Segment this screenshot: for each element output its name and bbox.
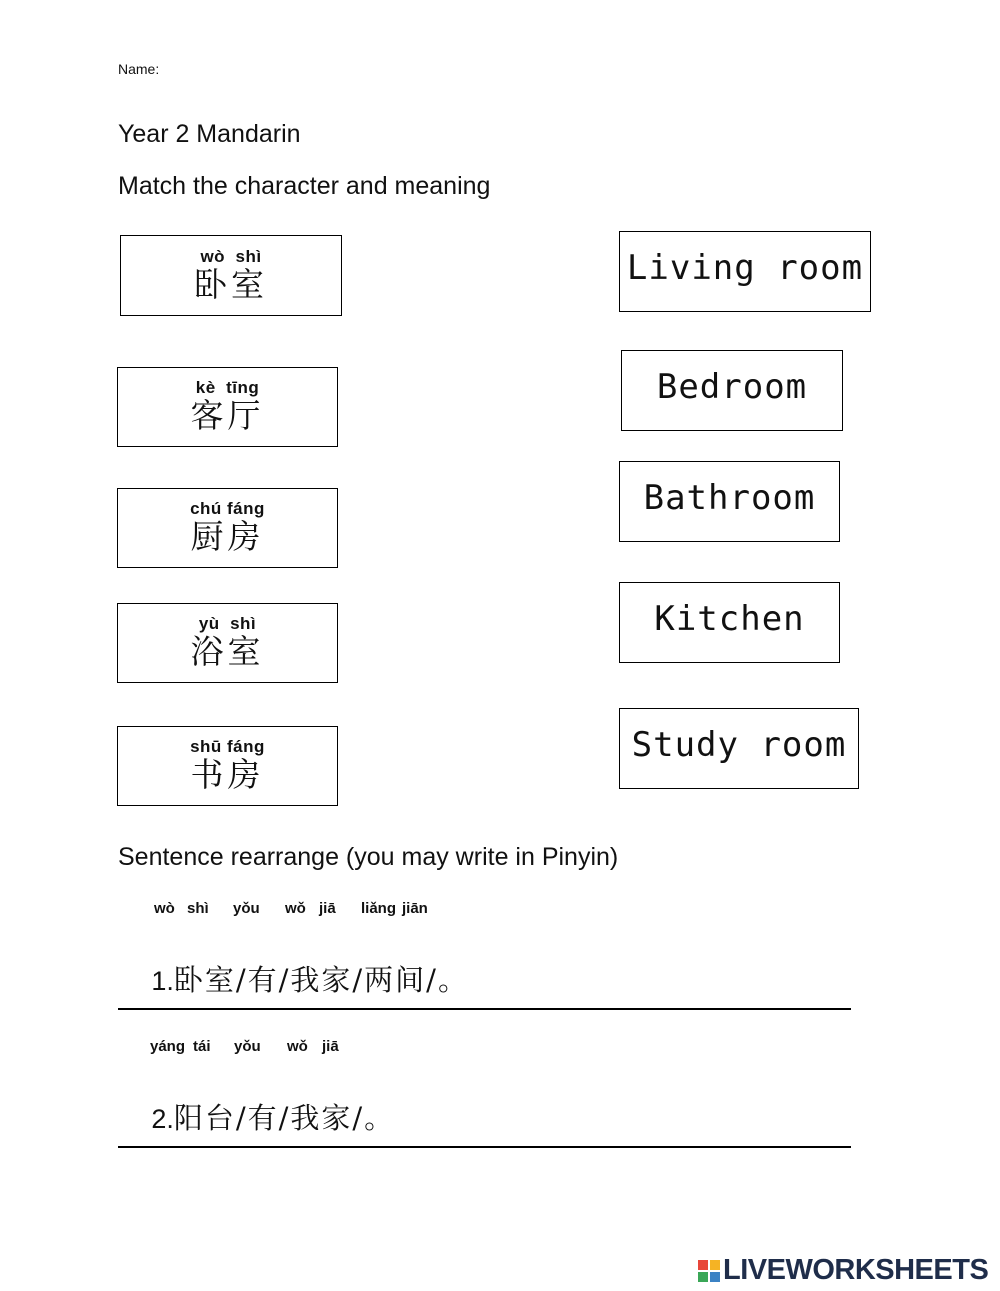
sentence-1: [118, 900, 469, 1041]
character-box-shufang[interactable]: [117, 726, 338, 806]
pinyin-syllable: yǒu: [234, 1038, 261, 1055]
logo-block: [710, 1260, 720, 1270]
pinyin-label: shū fáng: [190, 737, 265, 756]
hanzi-label: 厨房: [190, 517, 265, 556]
pinyin-syllable: wǒ: [285, 900, 306, 917]
logo-block: [710, 1272, 720, 1282]
pinyin-syllable: jiā: [322, 1038, 339, 1055]
answer-line-2[interactable]: [118, 1146, 851, 1148]
pinyin-syllable: shì: [187, 900, 209, 917]
hanzi-label: 卧室: [194, 264, 268, 304]
meaning-box-living-room[interactable]: [619, 231, 871, 312]
sentence-text: 卧室/有/我家/两间/。: [173, 963, 469, 997]
pinyin-syllable: liǎng: [361, 900, 397, 917]
pinyin-syllable: yǒu: [233, 900, 260, 917]
meaning-label: Living room: [626, 247, 864, 288]
pinyin-label: kè tīng: [195, 378, 260, 397]
pinyin-syllable: wò: [154, 900, 175, 917]
meaning-label: Bedroom: [656, 366, 808, 407]
pinyin-row: [118, 900, 469, 920]
pinyin-syllable: jiān: [402, 900, 428, 917]
pinyin-row: [118, 1038, 395, 1058]
pinyin-label: yù shì: [198, 614, 257, 633]
meaning-label: Bathroom: [643, 477, 816, 518]
hanzi-label: 客厅: [190, 396, 265, 435]
hanzi-label: 书房: [190, 755, 265, 794]
worksheet-title: Year 2 Mandarin: [118, 120, 301, 148]
pinyin-label: chú fáng: [190, 499, 265, 518]
meaning-label: Study room: [631, 724, 847, 765]
character-box-chufang[interactable]: [117, 488, 338, 568]
character-box-keting[interactable]: [117, 367, 338, 447]
pinyin-syllable: jiā: [319, 900, 336, 917]
meaning-box-study-room[interactable]: [619, 708, 859, 789]
meaning-box-kitchen[interactable]: [619, 582, 840, 663]
meaning-box-bathroom[interactable]: [619, 461, 840, 542]
name-label: Name:: [118, 61, 160, 77]
sentence-text: 阳台/有/我家/。: [173, 1101, 396, 1135]
meaning-label: Kitchen: [654, 598, 805, 639]
pinyin-syllable: tái: [193, 1038, 211, 1055]
sentence-2: [118, 1038, 395, 1179]
hanzi-label: 浴室: [190, 632, 265, 671]
section-heading: Sentence rearrange (you may write in Pinyin): [118, 843, 619, 871]
logo-text: LIVEWORKSHEETS: [723, 1254, 989, 1286]
logo-blocks-icon: [698, 1260, 720, 1282]
character-box-woshi[interactable]: [120, 235, 342, 316]
sentence-number: 1.: [151, 966, 174, 996]
pinyin-syllable: yáng: [150, 1038, 186, 1055]
sentence-number: 2.: [151, 1104, 174, 1134]
pinyin-label: wò shì: [200, 246, 262, 266]
answer-line-1[interactable]: [118, 1008, 851, 1010]
meaning-box-bedroom[interactable]: [621, 350, 843, 431]
instruction-text: Match the character and meaning: [118, 172, 491, 200]
logo-block: [698, 1260, 708, 1270]
pinyin-syllable: wǒ: [287, 1038, 308, 1055]
liveworksheets-logo: [698, 1254, 988, 1287]
logo-block: [698, 1272, 708, 1282]
character-box-yushi[interactable]: [117, 603, 338, 683]
